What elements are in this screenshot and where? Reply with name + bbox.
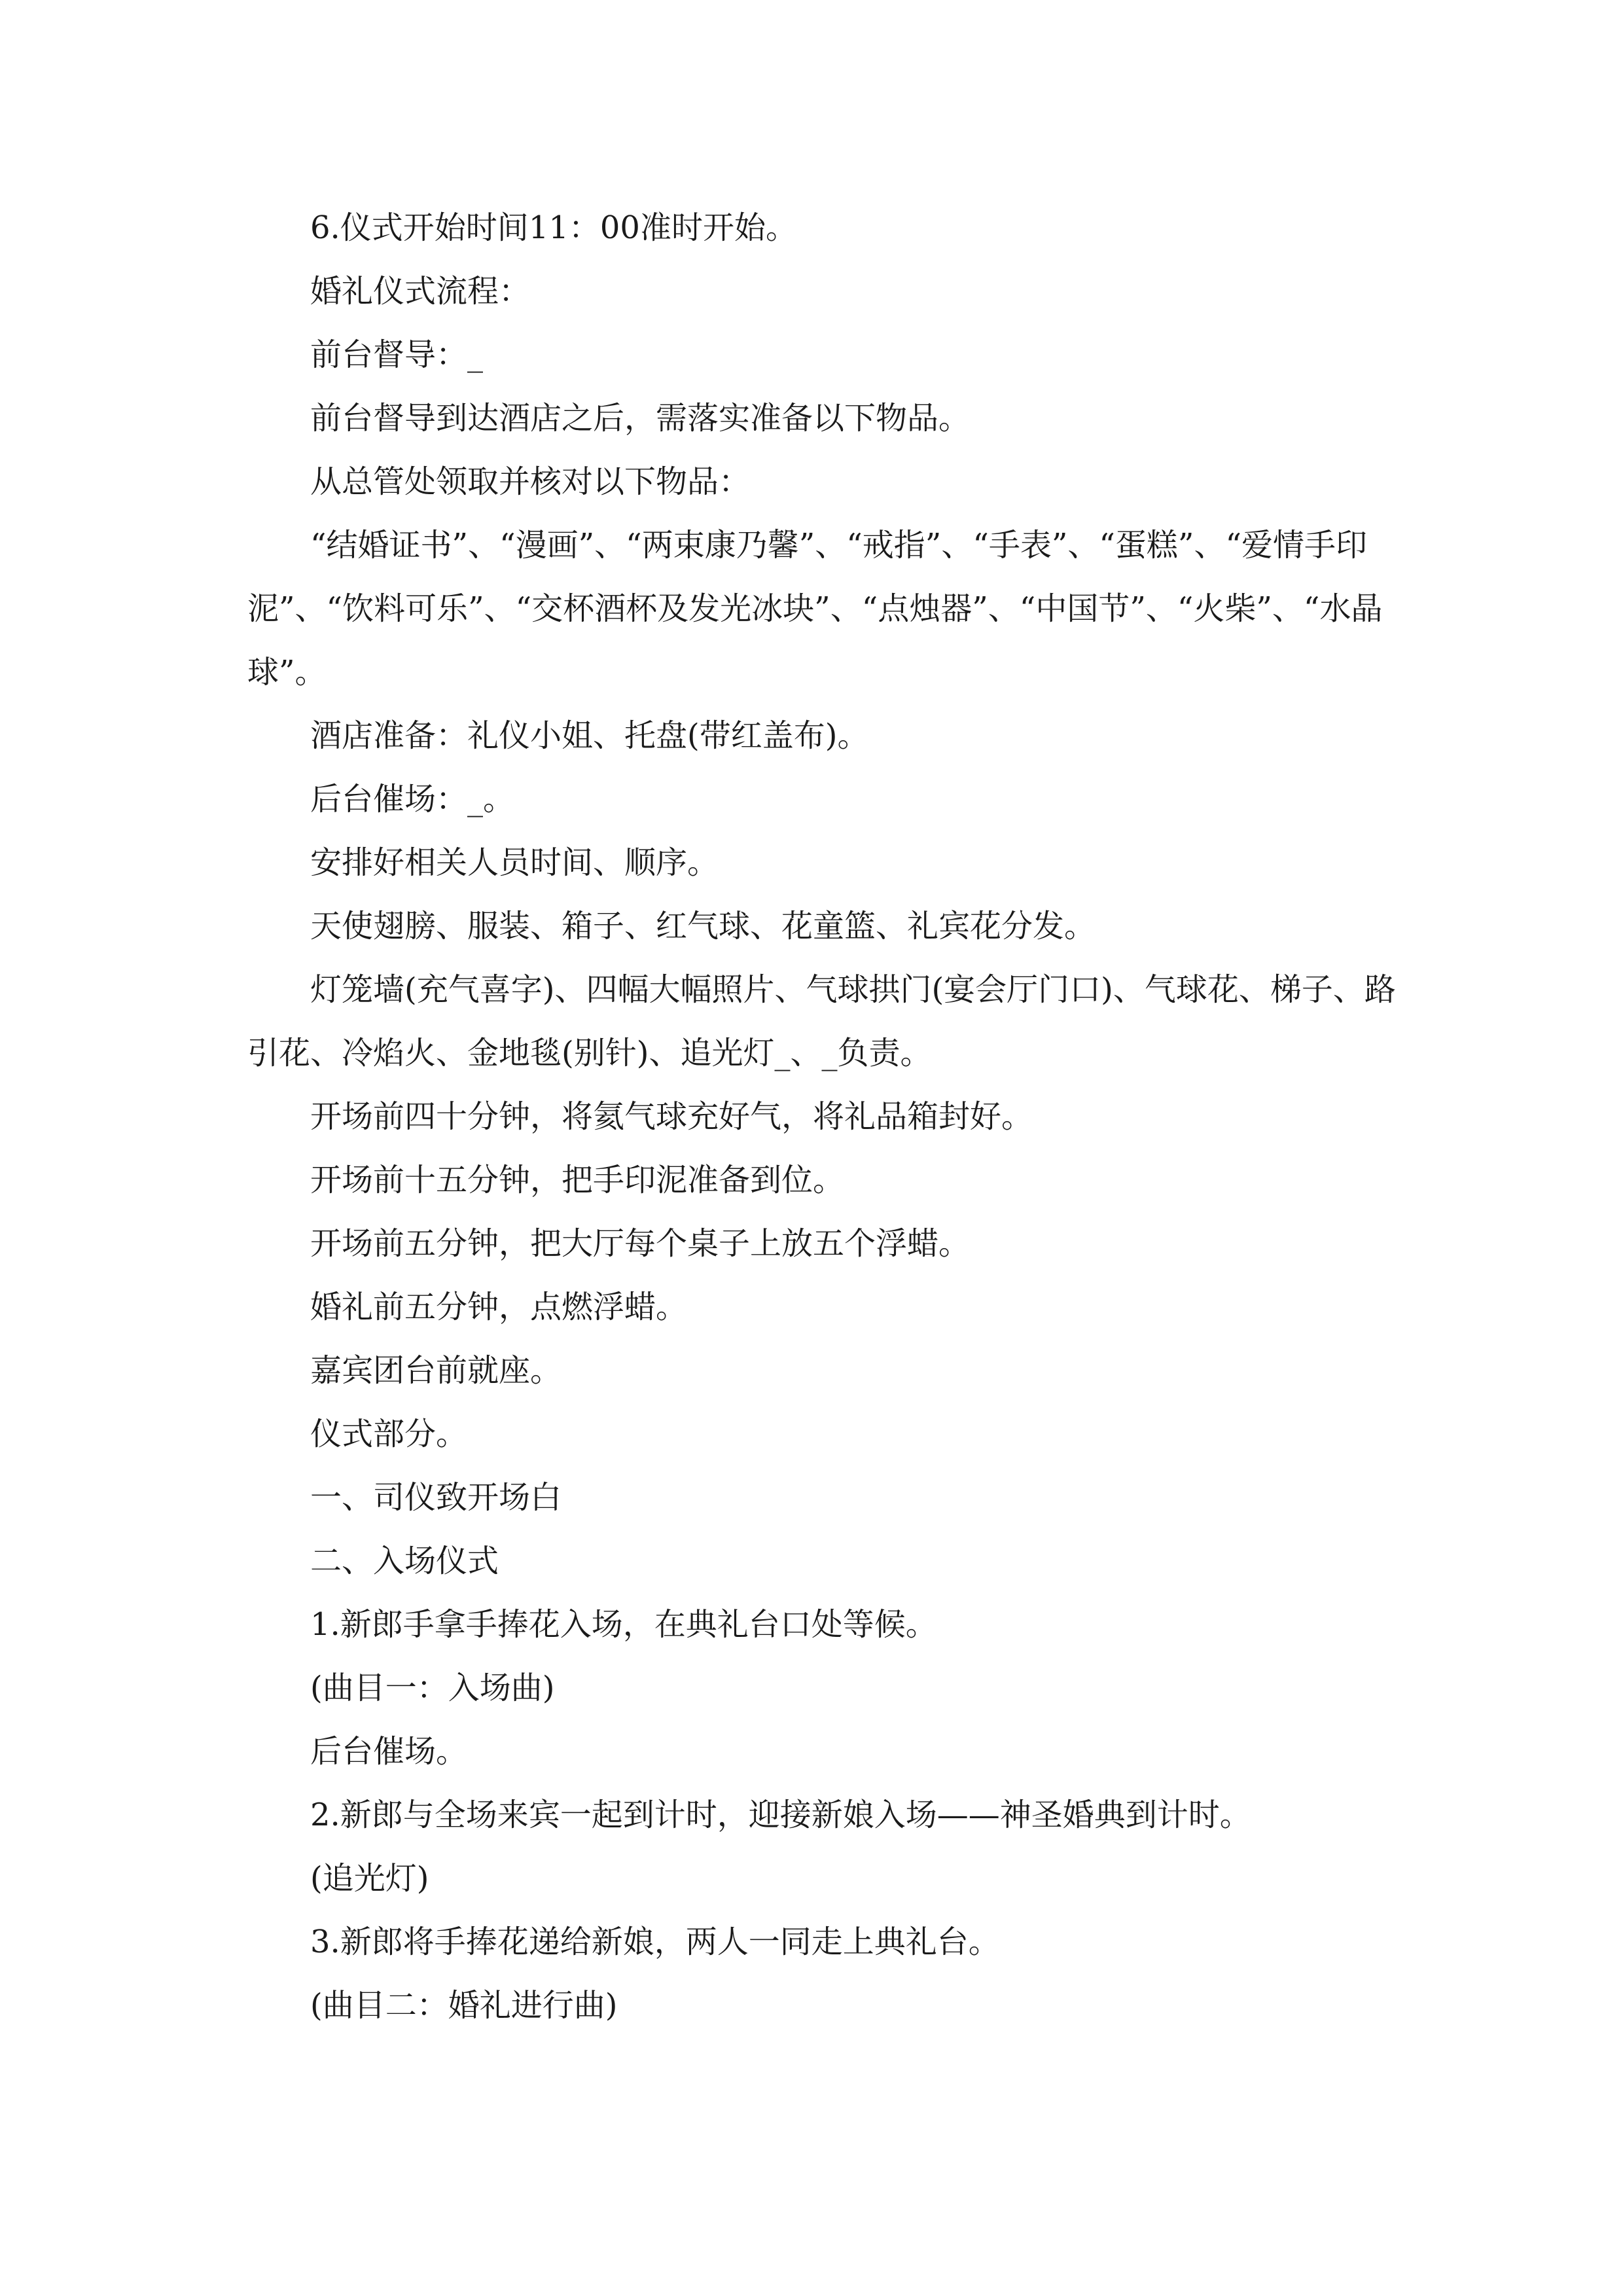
paragraph-opening-speech: 一、司仪致开场白: [310, 1479, 562, 1516]
paragraph-ceremony-time: 6.仪式开始时间11：00准时开始。: [310, 209, 797, 246]
paragraph-light-candles: 婚礼前五分钟，点燃浮蜡。: [310, 1289, 688, 1325]
paragraph-distribute-props: 天使翅膀、服装、箱子、红气球、花童篮、礼宾花分发。: [310, 908, 1096, 944]
paragraph-forty-minutes: 开场前四十分钟，将氦气球充好气，将礼品箱封好。: [310, 1098, 1033, 1135]
paragraph-ceremony-flow: 婚礼仪式流程：: [310, 273, 531, 310]
paragraph-front-supervisor-arrival: 前台督导到达酒店之后，需落实准备以下物品。: [310, 400, 971, 437]
paragraph-arrange-staff: 安排好相关人员时间、顺序。: [310, 844, 719, 881]
paragraph-collect-items: 从总管处领取并核对以下物品：: [310, 463, 751, 500]
paragraph-front-supervisor: 前台督导：_: [310, 336, 484, 373]
paragraph-guests-seated: 嘉宾团台前就座。: [310, 1352, 562, 1389]
paragraph-fifteen-minutes: 开场前十五分钟，把手印泥准备到位。: [310, 1162, 845, 1198]
paragraph-backstage-call: 后台催场。: [310, 1733, 468, 1770]
paragraph-groom-entrance: 1.新郎手拿手捧花入场，在典礼台口处等候。: [310, 1606, 937, 1643]
paragraph-backstage: 后台催场：_。: [310, 781, 515, 817]
paragraph-song-two: (曲目二：婚礼进行曲): [310, 1987, 618, 2024]
paragraph-song-one: (曲目一：入场曲): [310, 1670, 555, 1706]
paragraph-bouquet-handover: 3.新郎将手捧花递给新娘，两人一同走上典礼台。: [310, 1924, 1000, 1960]
paragraph-ceremony-part: 仪式部分。: [310, 1416, 468, 1452]
paragraph-entrance: 二、入场仪式: [310, 1543, 499, 1579]
paragraph-five-minutes: 开场前五分钟，把大厅每个桌子上放五个浮蜡。: [310, 1225, 971, 1262]
paragraph-spotlight: (追光灯): [310, 1860, 429, 1897]
paragraph-hotel-prep: 酒店准备：礼仪小姐、托盘(带红盖布)。: [310, 717, 869, 754]
paragraph-items-list: “结婚证书”、“漫画”、“两束康乃馨”、“戒指”、“手表”、“蛋糕”、“爱情手印泥”、“饮料可乐”、“交杯酒杯及发光冰块”、“点烛器”、“中国节”、“火柴”、“水晶球”。: [247, 527, 1383, 691]
paragraph-decorations: 灯笼墙(充气喜字)、四幅大幅照片、气球拱门(宴会厅门口)、气球花、梯子、路引花、冷焰火、金地毯(别针)、追光灯_、_负责。: [247, 971, 1396, 1071]
document-body: [247, 196, 1419, 2037]
paragraph-countdown: 2.新郎与全场来宾一起到计时，迎接新娘入场——神圣婚典到计时。: [310, 1797, 1251, 1833]
